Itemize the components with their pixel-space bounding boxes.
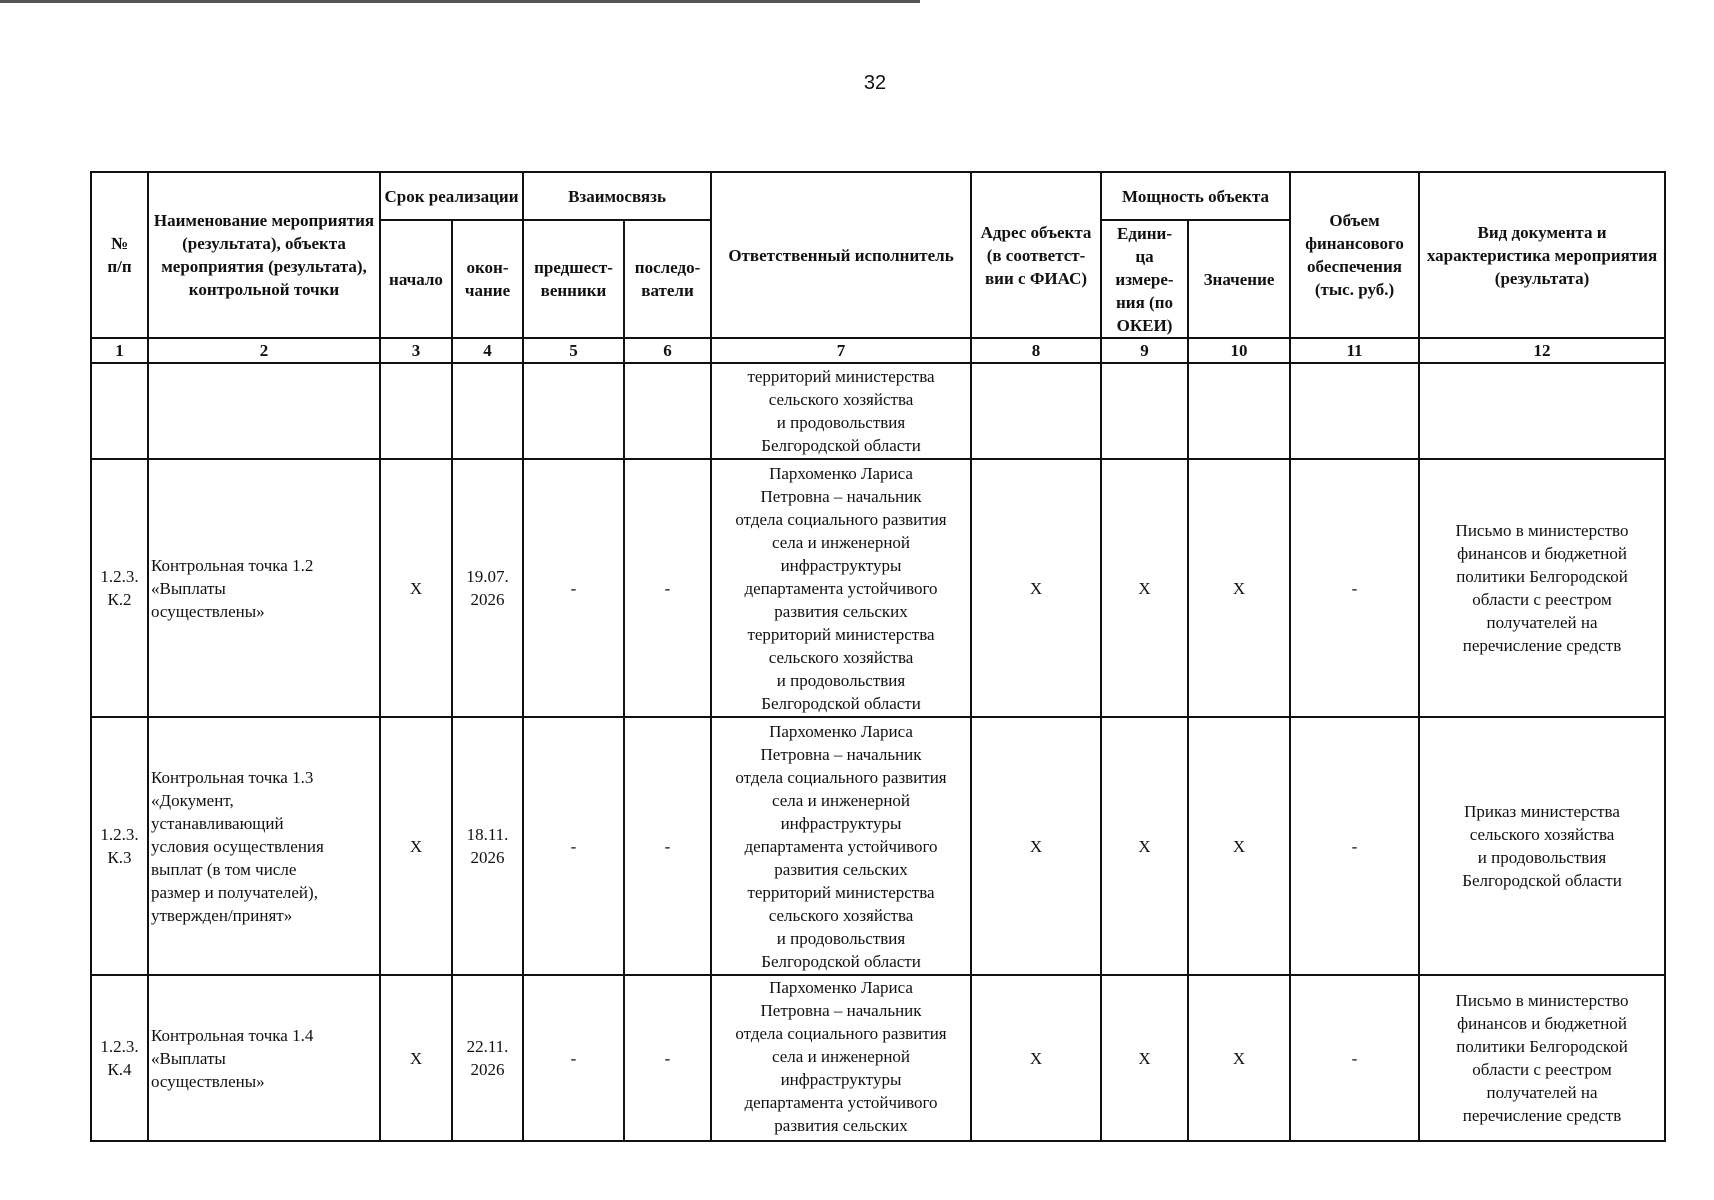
row-next <box>624 363 711 459</box>
table-row <box>91 975 1665 1141</box>
row-address <box>971 363 1101 459</box>
row-prev: - <box>523 459 624 717</box>
column-number: 9 <box>1101 338 1188 363</box>
column-number: 2 <box>148 338 380 363</box>
row-doc: Письмо в министерство финансов и бюджетной политики Белгородской области с реестром получателей на перечисление средств <box>1419 459 1665 717</box>
column-number: 4 <box>452 338 523 363</box>
header-link-prev: предшест- венники <box>523 220 624 338</box>
row-num <box>91 363 148 459</box>
header-num: № п/п <box>91 172 148 338</box>
header-capacity: Мощность объекта <box>1101 172 1290 220</box>
row-start: X <box>380 459 452 717</box>
row-next: - <box>624 717 711 975</box>
header-term: Срок реализации <box>380 172 523 220</box>
row-unit: X <box>1101 459 1188 717</box>
row-responsible: Пархоменко Лариса Петровна – начальник отдела социального развития села и инженерной инфраструктуры департамента устойчивого развития сельских территорий министерства сельского хозяйства и продовольствия Белгородской области <box>711 717 971 975</box>
row-address: X <box>971 975 1101 1141</box>
column-number: 6 <box>624 338 711 363</box>
column-number: 1 <box>91 338 148 363</box>
row-next: - <box>624 459 711 717</box>
header-name: Наименование мероприятия (результата), объекта мероприятия (результата), контрольной точки <box>148 172 380 338</box>
row-doc: Приказ министерства сельского хозяйства и продовольствия Белгородской области <box>1419 717 1665 975</box>
row-responsible: территорий министерства сельского хозяйства и продовольствия Белгородской области <box>711 363 971 459</box>
column-number: 7 <box>711 338 971 363</box>
row-finance: - <box>1290 459 1419 717</box>
header-doc-type: Вид документа и характеристика мероприятия (результата) <box>1419 172 1665 338</box>
row-doc: Письмо в министерство финансов и бюджетной политики Белгородской области с реестром получателей на перечисление средств <box>1419 975 1665 1141</box>
row-finance: - <box>1290 975 1419 1141</box>
row-unit: X <box>1101 717 1188 975</box>
header-value: Значение <box>1188 220 1290 338</box>
column-number: 12 <box>1419 338 1665 363</box>
table-row <box>91 459 1665 717</box>
table-row <box>91 363 1665 459</box>
row-responsible: Пархоменко Лариса Петровна – начальник отдела социального развития села и инженерной инфраструктуры департамента устойчивого развития сельских <box>711 975 971 1141</box>
column-number: 5 <box>523 338 624 363</box>
header-link: Взаимосвязь <box>523 172 711 220</box>
row-num: 1.2.3. К.2 <box>91 459 148 717</box>
row-next: - <box>624 975 711 1141</box>
header-address: Адрес объекта (в соответст-вии с ФИАС) <box>971 172 1101 338</box>
column-number-row <box>91 338 1665 363</box>
events-table <box>90 171 1666 1142</box>
row-address: X <box>971 717 1101 975</box>
row-value: X <box>1188 975 1290 1141</box>
row-address: X <box>971 459 1101 717</box>
row-num: 1.2.3. К.4 <box>91 975 148 1141</box>
row-value: X <box>1188 459 1290 717</box>
row-num: 1.2.3. К.3 <box>91 717 148 975</box>
row-finance <box>1290 363 1419 459</box>
column-number: 8 <box>971 338 1101 363</box>
row-name: Контрольная точка 1.2 «Выплаты осуществлены» <box>148 459 380 717</box>
row-start <box>380 363 452 459</box>
row-name: Контрольная точка 1.4 «Выплаты осуществлены» <box>148 975 380 1141</box>
row-end: 19.07. 2026 <box>452 459 523 717</box>
row-name: Контрольная точка 1.3 «Документ, устанавливающий условия осуществления выплат (в том числе размер и получателей), утвержден/принят» <box>148 717 380 975</box>
row-finance: - <box>1290 717 1419 975</box>
header-unit: Едини- ца измере- ния (по ОКЕИ) <box>1101 220 1188 338</box>
column-number: 11 <box>1290 338 1419 363</box>
header-row-1 <box>91 172 1665 220</box>
column-number: 10 <box>1188 338 1290 363</box>
top-rule <box>0 0 920 3</box>
row-start: X <box>380 975 452 1141</box>
row-unit: X <box>1101 975 1188 1141</box>
header-responsible: Ответственный исполнитель <box>711 172 971 338</box>
row-prev <box>523 363 624 459</box>
header-link-next: последо- ватели <box>624 220 711 338</box>
row-end: 22.11. 2026 <box>452 975 523 1141</box>
page-number: 32 <box>863 72 887 94</box>
row-unit <box>1101 363 1188 459</box>
row-name <box>148 363 380 459</box>
row-prev: - <box>523 975 624 1141</box>
row-start: X <box>380 717 452 975</box>
row-responsible: Пархоменко Лариса Петровна – начальник отдела социального развития села и инженерной инфраструктуры департамента устойчивого развития сельских территорий министерства сельского хозяйства и продовольствия Белгородской области <box>711 459 971 717</box>
header-finance: Объем финансового обеспечения (тыс. руб.) <box>1290 172 1419 338</box>
table-row <box>91 717 1665 975</box>
column-number: 3 <box>380 338 452 363</box>
row-value <box>1188 363 1290 459</box>
header-term-end: окон- чание <box>452 220 523 338</box>
row-prev: - <box>523 717 624 975</box>
row-end <box>452 363 523 459</box>
header-term-start: начало <box>380 220 452 338</box>
row-value: X <box>1188 717 1290 975</box>
row-doc <box>1419 363 1665 459</box>
row-end: 18.11. 2026 <box>452 717 523 975</box>
